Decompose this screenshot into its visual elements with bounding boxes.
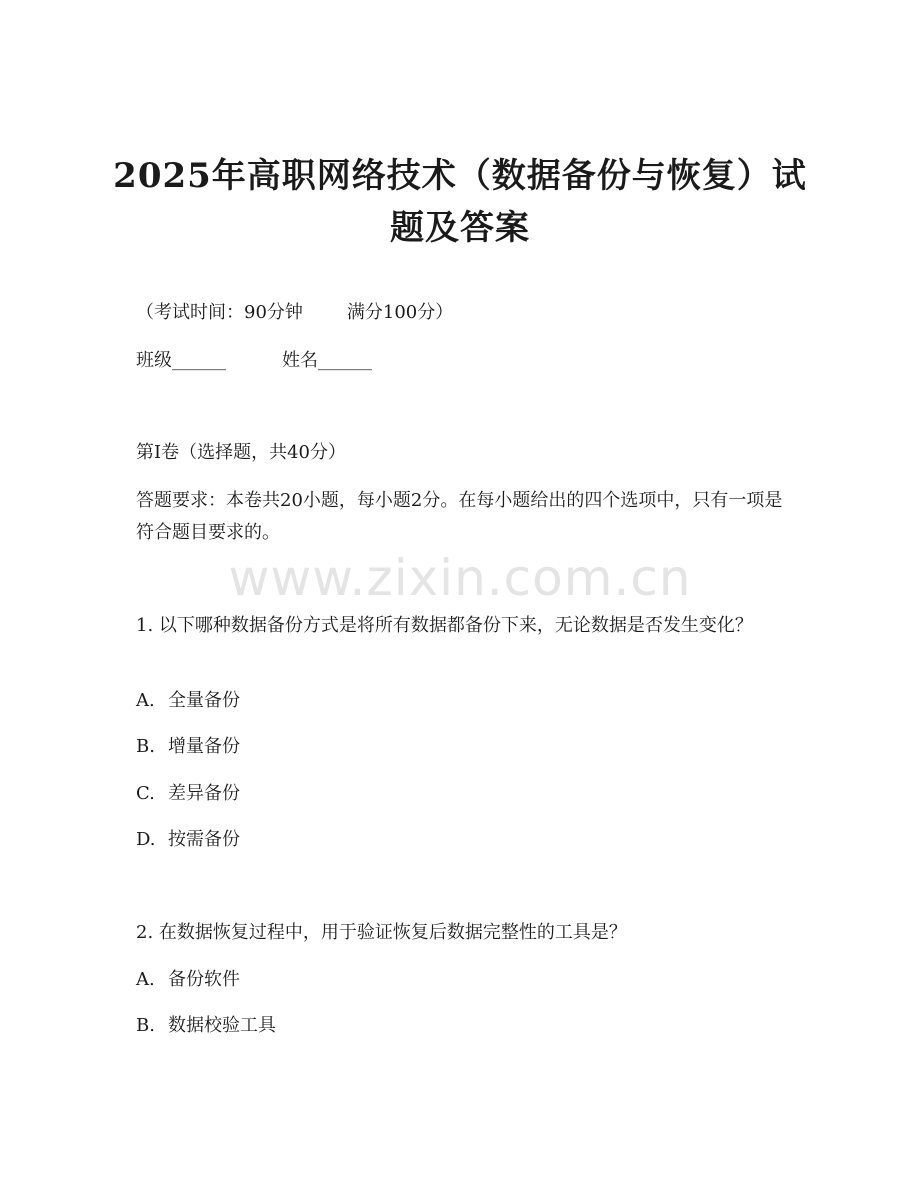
student-info [136,345,786,377]
option-text: 备份软件 [168,969,240,990]
question-2-stem: 2. 在数据恢复过程中，用于验证恢复后数据完整性的工具是？ [136,922,627,943]
question-1-option-b [136,731,786,763]
question-1-stem: 1. 以下哪种数据备份方式是将所有数据都备份下来，无论数据是否发生变化？ [136,615,753,636]
question-2-option-b [136,1010,786,1042]
question-1-option-c [136,778,786,810]
option-letter: A. [136,690,155,711]
question-1-option-d [136,824,786,856]
question-2-option-a [136,964,786,996]
section-instructions: 答题要求：本卷共20小题，每小题2分。在每小题给出的四个选项中，只有一项是符合题目要求的。 [136,490,783,543]
section-heading: 第I卷（选择题，共40分） [136,442,347,463]
option-letter: B. [136,1015,155,1036]
watermark: www.zixin.com.cn [228,549,692,607]
option-text: 差异备份 [168,783,240,804]
class-field: 班级______ [136,350,226,371]
option-letter: A. [136,969,155,990]
option-text: 全量备份 [168,690,240,711]
name-field: 姓名______ [282,350,372,371]
document-title: 2025年高职网络技术（数据备份与恢复）试题及答案 [113,156,807,248]
exam-info [136,297,786,329]
option-letter: B. [136,736,155,757]
exam-time: （考试时间：90分钟 [136,302,303,323]
question-1-option-a [136,685,786,717]
option-text: 增量备份 [168,736,240,757]
option-letter: D. [136,829,156,850]
exam-score: 满分100分） [346,302,454,323]
option-text: 按需备份 [168,829,240,850]
option-text: 数据校验工具 [168,1015,276,1036]
option-letter: C. [136,783,155,804]
